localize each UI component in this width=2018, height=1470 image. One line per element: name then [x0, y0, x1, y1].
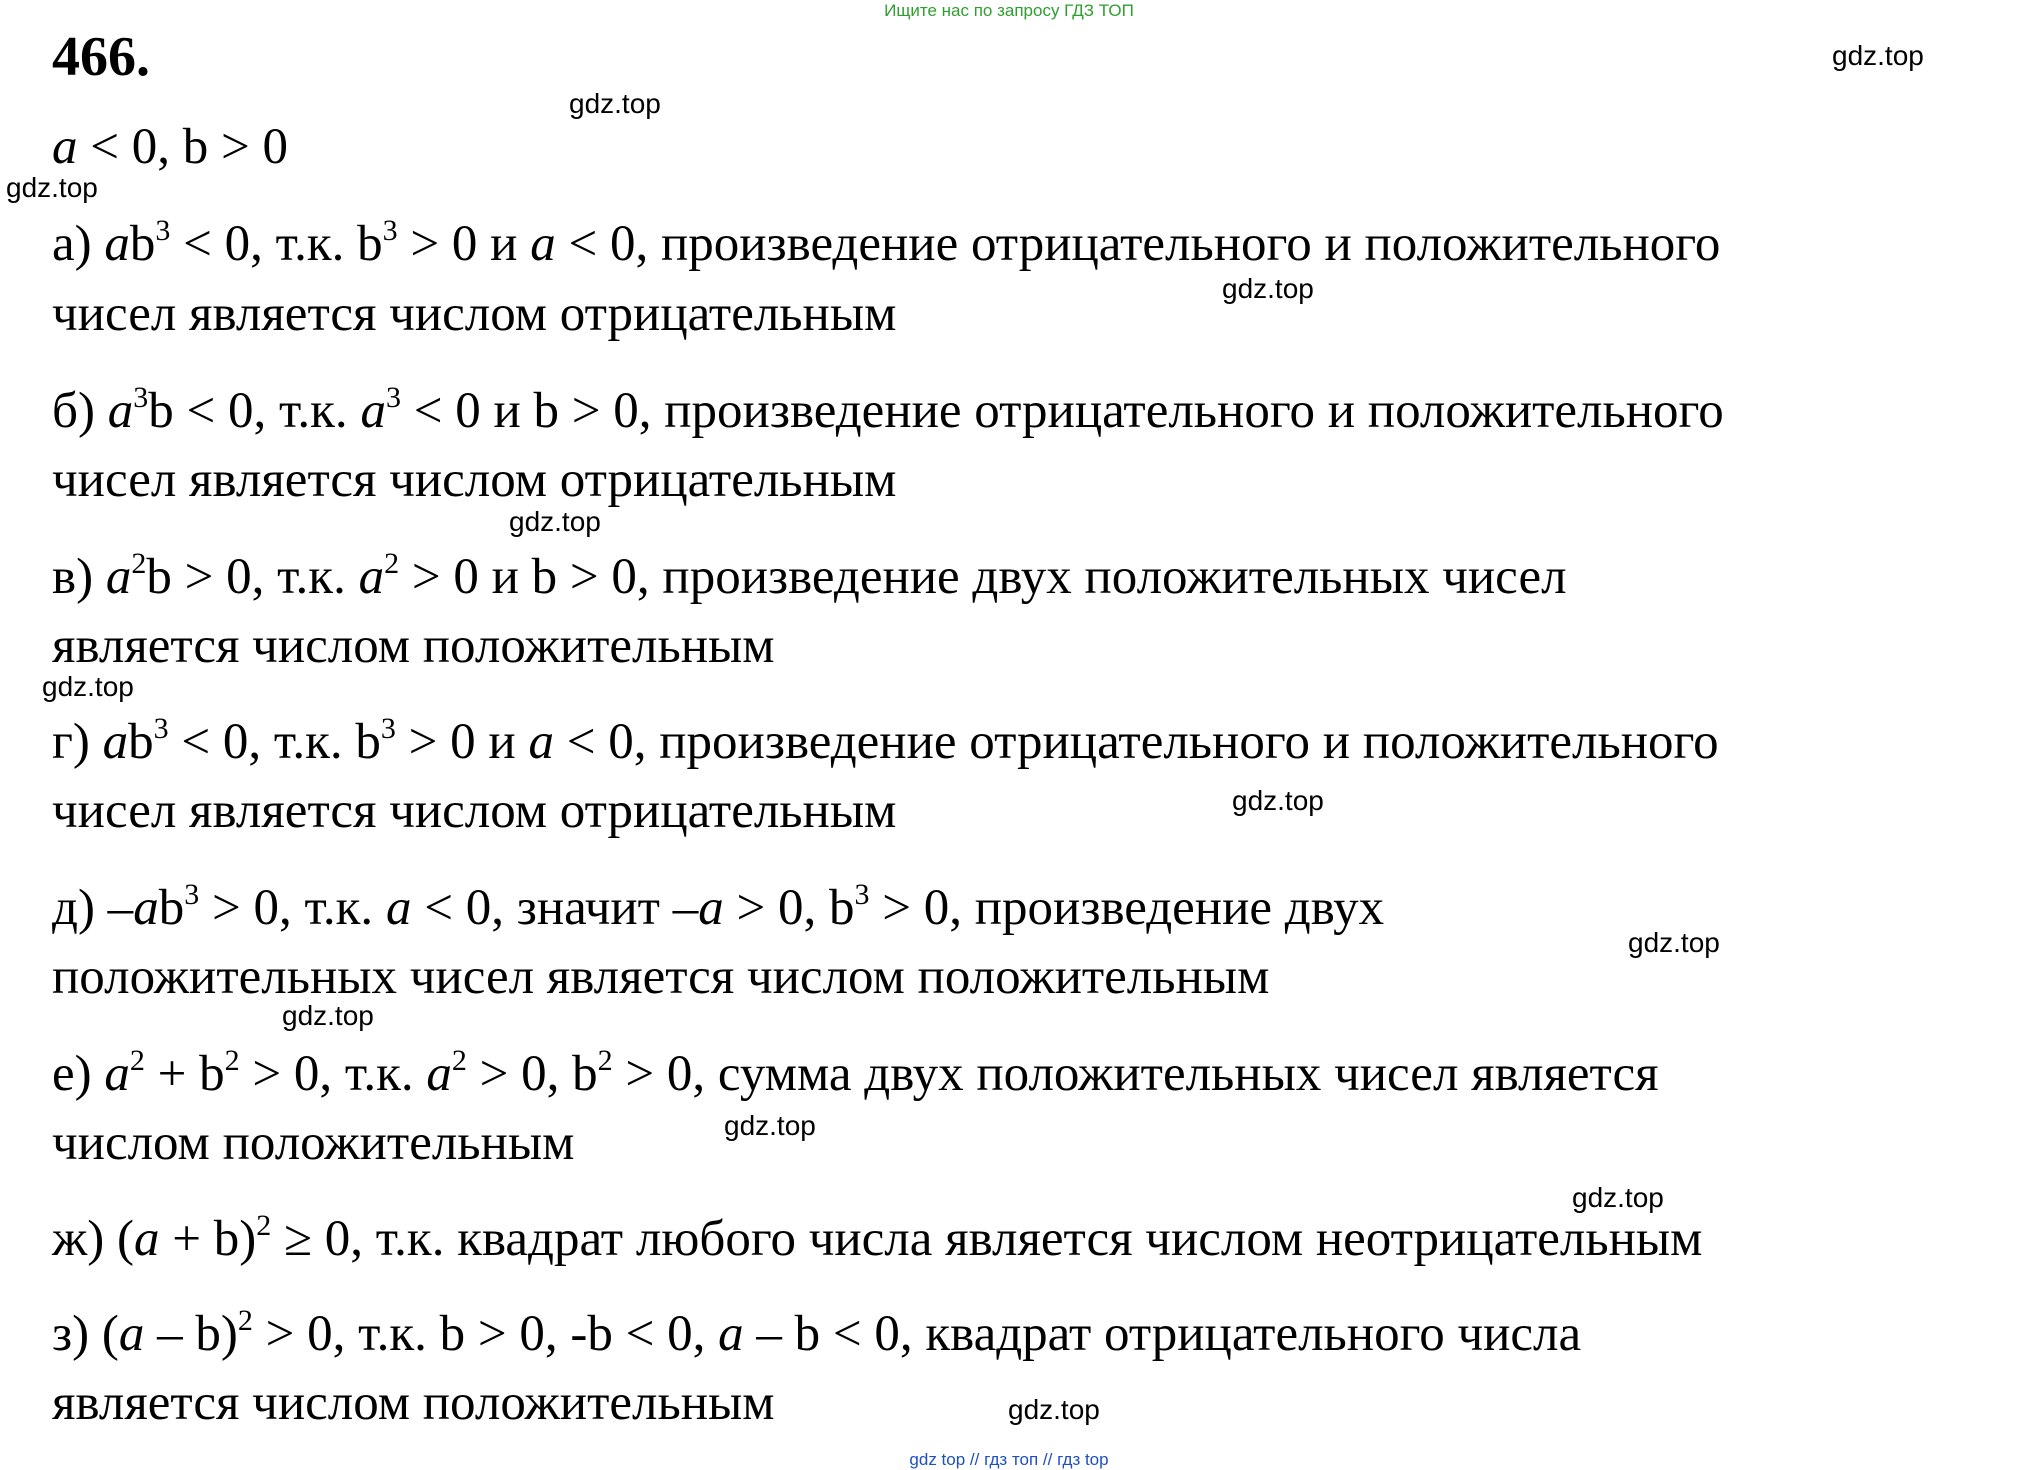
- watermark: gdz.top: [1572, 1182, 1664, 1213]
- item-v-line1: в) $a^2b > 0$, т.к. $a^2 > 0$ и b > 0, произведение двух положительных чисел: [52, 547, 1567, 605]
- item-g-line2: чисел является числом отрицательным: [52, 783, 897, 839]
- item-z-line1: з) (a – b)$^2$ > 0, т.к. b > 0, -b < 0, a – b < 0, квадрат отрицательного числа: [52, 1304, 1582, 1362]
- footer-links: gdz top // гдз топ // гдз top: [909, 1450, 1109, 1469]
- watermark: gdz.top: [1832, 40, 1924, 71]
- watermark: gdz.top: [1222, 273, 1314, 304]
- watermark: gdz.top: [42, 671, 134, 702]
- item-e-line1: е) $a^2 + b^2 > 0$, т.к. $a^2 > 0$, $b^2 > 0$, сумма двух положительных чисел является: [52, 1044, 1659, 1102]
- item-d-line2: положительных чисел является числом положительным: [52, 949, 1270, 1005]
- item-zh-line1: ж) $(a + b)^2 \ge 0$, т.к. квадрат любого числа является числом неотрицательным: [52, 1209, 1703, 1267]
- watermark: gdz.top: [1008, 1394, 1100, 1425]
- item-a-line2: чисел является числом отрицательным: [52, 286, 897, 342]
- watermark: gdz.top: [509, 506, 601, 537]
- item-d-line1: д) $-ab^3 > 0$, т.к. a < 0, значит –a > 0, $b^3 > 0$, произведение двух: [52, 878, 1385, 936]
- top-banner: Ищите нас по запросу ГДЗ ТОП: [884, 1, 1134, 20]
- watermark: gdz.top: [569, 88, 661, 119]
- item-b-line2: чисел является числом отрицательным: [52, 452, 897, 508]
- item-a-line1: а) $ab^3 < 0$, т.к. $b^3 > 0$ и a < 0, произведение отрицательного и положительного: [52, 214, 1721, 272]
- item-z-line2: является числом положительным: [52, 1375, 775, 1431]
- given-condition: a < 0, b > 0: [52, 119, 289, 175]
- watermark: gdz.top: [724, 1110, 816, 1141]
- item-e-line2: числом положительным: [52, 1115, 575, 1171]
- watermark: gdz.top: [1628, 927, 1720, 958]
- item-v-line2: является числом положительным: [52, 618, 775, 674]
- watermark: gdz.top: [6, 172, 98, 203]
- watermark: gdz.top: [282, 1000, 374, 1031]
- problem-number: 466.: [52, 26, 150, 88]
- item-g-line1: г) $ab^3 < 0$, т.к. $b^3 > 0$ и a < 0, произведение отрицательного и положительного: [52, 712, 1719, 770]
- watermark: gdz.top: [1232, 785, 1324, 816]
- item-b-line1: б) $a^3b < 0$, т.к. $a^3 < 0$ и b > 0, произведение отрицательного и положительного: [52, 381, 1724, 439]
